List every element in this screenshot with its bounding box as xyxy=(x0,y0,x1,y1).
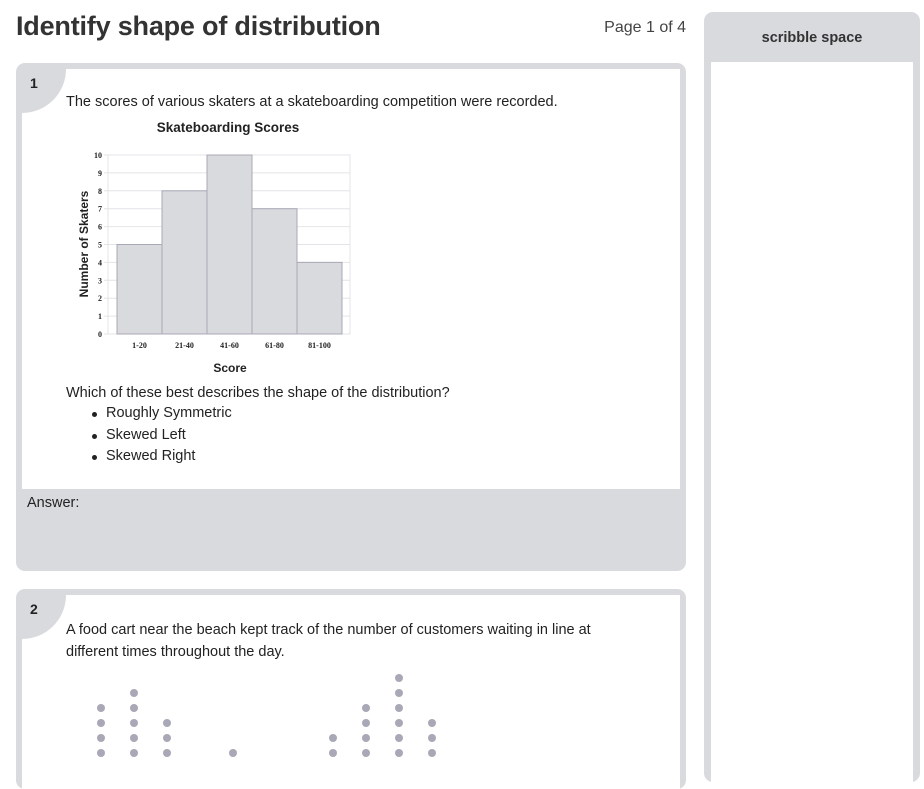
svg-text:81-100: 81-100 xyxy=(308,341,331,350)
svg-text:2: 2 xyxy=(98,294,102,304)
y-axis-ticks xyxy=(94,151,102,339)
question-prompt: Which of these best describes the shape of the distribution? xyxy=(66,385,450,401)
question-body xyxy=(22,69,680,489)
svg-text:7: 7 xyxy=(98,204,102,214)
dot-plot-point xyxy=(97,704,105,712)
page-indicator: Page 1 of 4 xyxy=(604,19,686,36)
dot-plot xyxy=(22,595,680,789)
dot-plot-point xyxy=(130,734,138,742)
scribble-panel xyxy=(704,12,920,782)
histogram-bar xyxy=(117,245,162,335)
dot-plot-point xyxy=(395,674,403,682)
chart-title: Skateboarding Scores xyxy=(156,120,300,135)
dot-plot-point xyxy=(163,719,171,727)
svg-text:8: 8 xyxy=(98,186,102,196)
svg-text:3: 3 xyxy=(98,276,102,286)
x-axis-ticks xyxy=(132,341,331,350)
dot-plot-point xyxy=(428,734,436,742)
histogram-bar xyxy=(297,262,342,334)
svg-text:5: 5 xyxy=(98,240,102,250)
x-axis-label: Score xyxy=(213,361,247,375)
histogram-bar xyxy=(252,209,297,334)
question-text-line-2: different times throughout the day. xyxy=(66,644,285,660)
svg-text:9: 9 xyxy=(98,168,102,178)
dot-plot-point xyxy=(97,734,105,742)
histogram-chart xyxy=(72,117,372,387)
dot-plot-point xyxy=(163,749,171,757)
histogram-bar xyxy=(207,155,252,334)
dot-plot-point xyxy=(163,734,171,742)
svg-text:41-60: 41-60 xyxy=(220,341,239,350)
svg-text:21-40: 21-40 xyxy=(175,341,194,350)
dot-plot-point xyxy=(329,734,337,742)
dot-plot-point xyxy=(130,704,138,712)
dot-plot-point xyxy=(329,749,337,757)
svg-text:10: 10 xyxy=(94,151,102,160)
question-card-2 xyxy=(16,589,686,789)
answer-area[interactable] xyxy=(22,519,680,565)
svg-text:61-80: 61-80 xyxy=(265,341,284,350)
svg-text:4: 4 xyxy=(98,258,102,268)
option-skewed-left: Skewed Left xyxy=(90,425,232,447)
dot-plot-point xyxy=(395,689,403,697)
dot-plot-point xyxy=(130,719,138,727)
dot-plot-point xyxy=(97,719,105,727)
histogram-bar xyxy=(162,191,207,334)
scribble-area[interactable] xyxy=(711,62,913,782)
question-card-1 xyxy=(16,63,686,571)
scribble-title: scribble space xyxy=(761,30,863,46)
question-number-tab xyxy=(22,69,66,113)
dot-plot-point xyxy=(362,734,370,742)
question-text: The scores of various skaters at a skateboarding competition were recorded. xyxy=(66,94,558,110)
question-number: 2 xyxy=(30,601,38,617)
dot-plot-point xyxy=(130,749,138,757)
dot-plot-point xyxy=(130,689,138,697)
dot-plot-point xyxy=(428,719,436,727)
svg-text:6: 6 xyxy=(98,222,102,232)
dot-plot-point xyxy=(428,749,436,757)
question-body xyxy=(22,595,680,789)
dot-plot-point xyxy=(362,719,370,727)
option-skewed-right: Skewed Right xyxy=(90,446,232,468)
y-axis-label: Number of Skaters xyxy=(77,190,91,298)
question-number: 1 xyxy=(30,75,38,91)
answer-options xyxy=(90,403,232,468)
svg-text:0: 0 xyxy=(98,330,102,339)
svg-text:1-20: 1-20 xyxy=(132,341,147,350)
dot-plot-point xyxy=(229,749,237,757)
svg-text:1: 1 xyxy=(98,312,102,322)
dot-plot-point xyxy=(395,704,403,712)
option-roughly-symmetric: Roughly Symmetric xyxy=(90,403,232,425)
answer-label: Answer: xyxy=(27,495,80,511)
dot-plot-point xyxy=(395,734,403,742)
question-text-line-1: A food cart near the beach kept track of the number of customers waiting in line at xyxy=(66,622,591,638)
dot-plot-point xyxy=(395,719,403,727)
dot-plot-point xyxy=(362,704,370,712)
dot-plot-point xyxy=(362,749,370,757)
page-title: Identify shape of distribution xyxy=(16,11,381,41)
dot-plot-point xyxy=(395,749,403,757)
dot-plot-point xyxy=(97,749,105,757)
